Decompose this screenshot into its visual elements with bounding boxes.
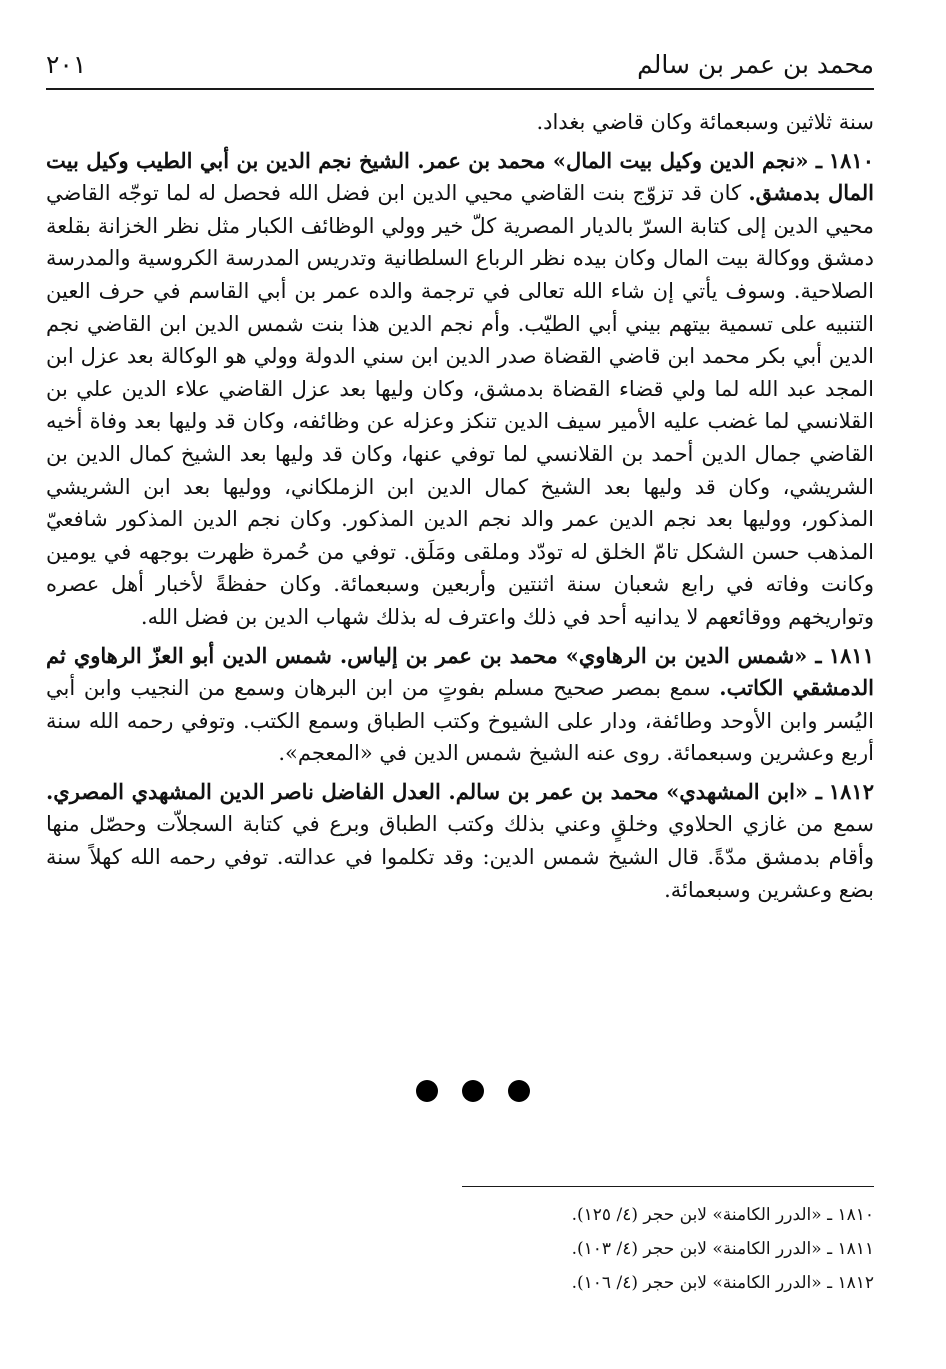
- continuation-paragraph: [46, 106, 874, 139]
- footnotes: [454, 1198, 874, 1300]
- paragraph-text: سنة ثلاثين وسبعمائة وكان قاضي بغداد.: [536, 110, 874, 134]
- entry-1811: ١٨١١ ـ «شمس الدين بن الرهاوي» محمد بن عمر بن إلياس. شمس الدين أبو العزّ الرهاوي ثم الدمشقي الكاتب. سمع بمصر صحيح مسلم بفوتٍ من ابن البرهان وسمع من النجيب وابن أبي اليُسر وابن الأوحد وطائفة، ودار على الشيوخ وكتب الطباق وسمع الكتب. وتوفي رحمه الله سنة أربع وعشرين وسبعمائة. روى عنه الشيخ شمس الدين في «المعجم».: [46, 642, 874, 766]
- entry-body: سمع من غازي الحلاوي وخلقٍ وعني بذلك وكتب الطباق وبرع في كتابة السجلاّت وحصّل منها وأقام بدمشق مدّةً. قال الشيخ شمس الدين: وقد تكلموا في عدالته. توفي رحمه الله كهلاً سنة بضع وعشرين وسبعمائة.: [46, 812, 874, 902]
- entry-1812: ١٨١٢ ـ «ابن المشهدي» محمد بن عمر بن سالم. العدل الفاضل ناصر الدين المشهدي المصري. سمع من غازي الحلاوي وخلقٍ وعني بذلك وكتب الطباق وبرع في كتابة السجلاّت وحصّل منها وأقام بدمشق مدّةً. قال الشيخ شمس الدين: وقد تكلموا في عدالته. توفي رحمه الله كهلاً سنة بضع وعشرين وسبعمائة.: [46, 778, 874, 902]
- entry-heading: «نجم الدين وكيل بيت المال» محمد بن عمر. الشيخ نجم الدين بن أبي الطيب وكيل بيت المال بدمشق.: [46, 147, 874, 206]
- ornament-dot: [508, 1080, 530, 1102]
- page-number: ٢٠١: [46, 50, 87, 79]
- ornament-dot: [416, 1080, 438, 1102]
- footnote-1810: ١٨١٠ ـ «الدرر الكامنة» لابن حجر (٤/ ١٢٥).: [571, 1205, 874, 1225]
- entry-body: سمع بمصر صحيح مسلم بفوتٍ من ابن البرهان وسمع من النجيب وابن أبي اليُسر وابن الأوحد وطائفة، ودار على الشيوخ وكتب الطباق وسمع الكتب. وتوفي رحمه الله سنة أربع وعشرين وسبعمائة. روى عنه الشيخ شمس الدين في «المعجم».: [46, 676, 874, 766]
- entry-1810: ١٨١٠ ـ «نجم الدين وكيل بيت المال» محمد بن عمر. الشيخ نجم الدين بن أبي الطيب وكيل بيت المال بدمشق. كان قد تزوّج بنت القاضي محيي الدين ابن فضل الله فحصل له لما توجّه القاضي محيي الدين إلى كتابة السرّ بالديار المصرية كلّ خير وولي الوظائف الكبار مثل نظر الخزانة بقلعة دمشق ووكالة بيت المال وكان بيده نظر الرباع السلطانية وتدريس المدرسة الكروسية والمدرسة الصلاحية. وسوف يأتي إن شاء الله تعالى في ترجمة والده عمر بن أبي القاسم في حرف العين التنبيه على تسمية بيتهم بيني أبي الطيّب. وأم نجم الدين هذا بنت شمس الدين ابن القاضي نجم الدين أبي بكر محمد ابن قاضي القضاة صدر الدين ابن سني الدولة وولي هو الوكالة بعد عزل ابن المجد عبد الله لما ولي قضاء القضاة بدمشق، وكان وليها بعد عزل القاضي علاء الدين علي بن القلانسي لما غضب عليه الأمير سيف الدين تنكز وعزله عن وظائفه، وكان قد وليها بعد وفاة أخيه القاضي جمال الدين أحمد بن القلانسي لما توفي عنها، وكان قد وليها بعد الشيخ كمال الدين بن الشريشي، وكان قد وليها بعد الشيخ كمال الدين ابن الزملكاني، ووليها بعد ابن الشريشي المذكور، ووليها بعد نجم الدين عمر والد نجم الدين المذكور. وكان نجم الدين المذكور شافعيّ المذهب حسن الشكل تامّ الخلق له تودّد وملقى ومَلَق. توفي من حُمرة ظهرت بوجهه في يومين وكانت وفاته في رابع شعبان سنة اثنتين وأربعين وسبعمائة. وكان حفظةً لأخبار أهل عصره وتواريخهم ووقائعهم لا يدانيه أحد في ذلك واعترف له بذلك شهاب الدين بن فضل الله.: [46, 147, 874, 629]
- entry-number: ١٨١٢: [828, 778, 874, 804]
- page-header: [46, 44, 874, 90]
- footnote-1811: ١٨١١ ـ «الدرر الكامنة» لابن حجر (٤/ ١٠٣).: [571, 1239, 874, 1259]
- main-text: [46, 106, 874, 912]
- section-ornament: [0, 1080, 946, 1102]
- ornament-dot: [462, 1080, 484, 1102]
- entry-heading: «ابن المشهدي» محمد بن عمر بن سالم. العدل الفاضل ناصر الدين المشهدي المصري.: [46, 778, 809, 804]
- entry-number: ١٨١١: [828, 642, 874, 668]
- entry-number: ١٨١٠: [828, 147, 874, 173]
- footnote-1812: ١٨١٢ ـ «الدرر الكامنة» لابن حجر (٤/ ١٠٦).: [571, 1273, 874, 1293]
- running-head: محمد بن عمر بن سالم: [637, 50, 874, 79]
- entry-body: كان قد تزوّج بنت القاضي محيي الدين ابن فضل الله فحصل له لما توجّه القاضي محيي الدين إلى كتابة السرّ بالديار المصرية كلّ خير وولي الوظائف الكبار مثل نظر الخزانة بقلعة دمشق ووكالة بيت المال وكان بيده نظر الرباع السلطانية وتدريس المدرسة الكروسية والمدرسة الصلاحية. وسوف يأتي إن شاء الله تعالى في ترجمة والده عمر بن أبي القاسم في حرف العين التنبيه على تسمية بيتهم بيني أبي الطيّب. وأم نجم الدين هذا بنت شمس الدين ابن القاضي نجم الدين أبي بكر محمد ابن قاضي القضاة صدر الدين ابن سني الدولة وولي هو الوكالة بعد عزل ابن المجد عبد الله لما ولي قضاء القضاة بدمشق، وكان وليها بعد عزل القاضي علاء الدين علي بن القلانسي لما غضب عليه الأمير سيف الدين تنكز وعزله عن وظائفه، وكان قد وليها بعد وفاة أخيه القاضي جمال الدين أحمد بن القلانسي لما توفي عنها، وكان قد وليها بعد الشيخ كمال الدين بن الشريشي، وكان قد وليها بعد الشيخ كمال الدين ابن الزملكاني، ووليها بعد ابن الشريشي المذكور، ووليها بعد نجم الدين عمر والد نجم الدين المذكور. وكان نجم الدين المذكور شافعيّ المذهب حسن الشكل تامّ الخلق له تودّد وملقى ومَلَق. توفي من حُمرة ظهرت بوجهه في يومين وكانت وفاته في رابع شعبان سنة اثنتين وأربعين وسبعمائة. وكان حفظةً لأخبار أهل عصره وتواريخهم ووقائعهم لا يدانيه أحد في ذلك واعترف له بذلك شهاب الدين بن فضل الله.: [46, 181, 874, 629]
- footnote-divider: [462, 1186, 874, 1187]
- entry-heading: «شمس الدين بن الرهاوي» محمد بن عمر بن إلياس. شمس الدين أبو العزّ الرهاوي ثم الدمشقي الكاتب.: [46, 642, 874, 701]
